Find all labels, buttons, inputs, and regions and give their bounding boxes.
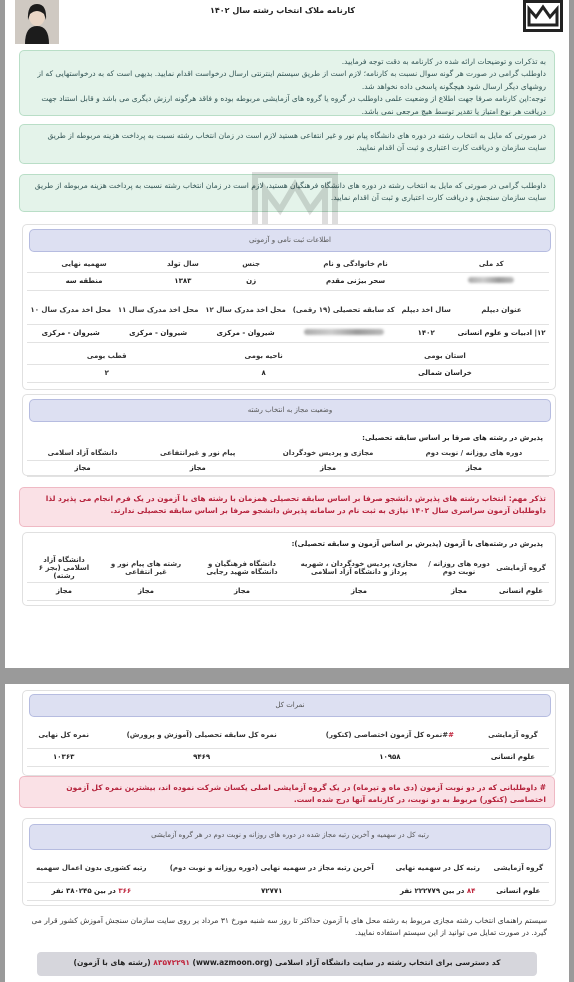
quota-rank-total: ۲۲۲۷۷۹ — [414, 887, 441, 895]
col-edu-code: کد سابقه تحصیلی (۱۹ رقمی) — [289, 296, 398, 324]
diploma-year-value: ۱۴۰۲ — [398, 324, 454, 342]
farhangian-notice-text: داوطلب گرامی در صورتی که مایل به انتخاب رشته در دوره های دانشگاه فرهنگیان هستید، لازم است در زمان انتخاب رشته نسبت به پرداخت هزینه مربوطه از طریق سایت سازمان سنجش و دریافت کارت اعتباری و ثبت آن اقدام نمایید. — [34, 181, 546, 203]
col-az-virtual: مجازی، پردیس خودگردان ، شهریه پرداز و دانشگاه آزاد اسلامی — [293, 554, 425, 582]
col-quota-rank: رتبه کل در سهمیه نهایی — [388, 854, 488, 882]
access-code-suffix: (رشته های با آزمون) — [73, 958, 154, 967]
col-konkur-score: ##نمره کل آزمون اختصاصی (کنکور) — [303, 722, 477, 748]
page-title: کارنامه ملاک انتخاب رشته سال ۱۴۰۲ — [210, 6, 355, 15]
last-allowed-rank-value: ۷۲۷۷۱ — [156, 882, 388, 900]
col-payam-noor: پیام نور و غیرانتفاعی — [138, 446, 257, 460]
scores-note — [19, 776, 555, 808]
final-quota-value: منطقه سه — [27, 272, 141, 290]
konkur-score-value: ۱۰۹۵۸ — [303, 748, 477, 766]
col-azad: دانشگاه آزاد اسلامی — [27, 446, 138, 460]
daily-value: مجاز — [399, 460, 549, 476]
az-group-value: علوم انسانی — [493, 582, 549, 600]
az-farhangian-value: مجاز — [191, 582, 293, 600]
national-rank-total: ۳۸۰۲۴۵ — [65, 887, 92, 895]
quota-rank-number: ۸۴ — [466, 887, 476, 895]
az-payam-noor-value: مجاز — [101, 582, 191, 600]
access-code-value: ۸۳۵۷۲۲۹۱ — [153, 958, 190, 967]
col-place-12: محل اخذ مدرک سال ۱۲ — [202, 296, 289, 324]
scores-note-text: # داوطلبانی که در دو نوبت آزمون (دی ماه و تیرماه) در یک گروه آزمایشی اصلی یکسان شرکت نموده اند، بیشترین نمره کل آزمون اختصاصی (کنکور) مربوط به دو نوبت، در کارنامه آنها درج شده است. — [66, 783, 546, 805]
region-table — [27, 348, 549, 383]
rank-header: رتبه کل در سهمیه و آخرین رتبه مجاز شده در دوره های روزانه و نوبت دوم در هر گروه آزمایشی — [29, 824, 551, 850]
place-10-value: شیروان - مرکزی — [27, 324, 114, 342]
sabeghe-table — [27, 446, 549, 477]
col-place-11: محل اخذ مدرک سال ۱۱ — [114, 296, 201, 324]
quota-rank-unit: نفر — [400, 887, 415, 895]
col-az-payam-noor: رشته های پیام نور و غیر انتفاعی — [101, 554, 191, 582]
pole-value: ۲ — [27, 364, 186, 382]
province-value: خراسان شمالی — [341, 364, 549, 382]
azad-value: مجاز — [27, 460, 138, 476]
intro-line-2: داوطلب گرامی در صورت هر گونه سوال نسبت به کارنامه؛ لازم است از طریق سیستم اینترنتی ارسال درخواست اقدام نمایید. بدیهی است که به درخواستهایی که از روشهای دیگر ارسال شود هیچگونه پاسخی داده نخواهد شد. — [37, 69, 546, 91]
birth-year-value: ۱۳۸۳ — [141, 272, 225, 290]
report-card-page-2 — [5, 684, 569, 982]
payam-noor-notice — [19, 124, 555, 164]
national-rank-sep: در بین — [91, 887, 119, 895]
col-national-rank: رتبه کشوری بدون اعمال سهمیه — [27, 854, 156, 882]
rank-table — [27, 854, 549, 901]
diploma-title-value: ۱۲| ادبیات و علوم انسانی — [454, 324, 549, 342]
important-note — [19, 487, 555, 527]
az-daily-value: مجاز — [425, 582, 493, 600]
az-virtual-value: مجاز — [293, 582, 425, 600]
important-note-text: تذکر مهم: انتخاب رشته های پذیرش دانشجو صرفا بر اساس سابقه تحصیلی همزمان با رشته های با آزمون در یک فرم انجام می پذیرد لذا داوطلبان آزمون سراسری سال ۱۴۰۲ نیازی به ثبت نام در سامانه پذیرش دانشجو صرفا بر اساس سابقه تحصیلی ندارند. — [45, 494, 546, 516]
scores-header: نمرات کل — [29, 694, 551, 717]
azmoon-table — [27, 554, 549, 601]
rank-group-value: علوم انسانی — [488, 882, 549, 900]
district-value: ۸ — [186, 364, 341, 382]
col-gender: جنس — [225, 256, 278, 272]
col-group: گروه آزمایشی — [493, 554, 549, 582]
place-12-value: شیروان - مرکزی — [202, 324, 289, 342]
sabeghe-label: پذیرش در رشته های صرفا بر اساس سابقه تحصیلی: — [362, 434, 543, 442]
col-daily: دوره های روزانه / نوبت دوم — [399, 446, 549, 460]
col-diploma-year: سال اخذ دیپلم — [398, 296, 454, 324]
quota-rank-value — [388, 882, 488, 900]
education-table — [27, 296, 549, 343]
col-birth-year: سال تولد — [141, 256, 225, 272]
intro-line-1: به تذکرات و توضیحات ارائه شده در کارنامه به دقت توجه فرمایید. — [341, 57, 546, 66]
col-az-azad: دانشگاه آزاد اسلامی (بجز ۶ رشته) — [27, 554, 101, 582]
edu-score-value: ۹۴۶۹ — [100, 748, 302, 766]
intro-notice — [19, 50, 555, 116]
col-az-farhangian: دانشگاه فرهنگیان و دانشگاه شهید رجایی — [191, 554, 293, 582]
student-photo — [15, 0, 59, 44]
payam-noor-value: مجاز — [138, 460, 257, 476]
col-national-code: کد ملی — [434, 256, 549, 272]
col-rank-group: گروه آزمایشی — [488, 854, 549, 882]
intro-line-3: توجه:این کارنامه صرفا جهت اطلاع از وضعیت علمی داوطلب در گروه یا گروه های آزمایشی مربوطه بوده و فاقد هرگونه ارزش دیگری می باشد و قابل استناد جهت دریافت هر نوع امتیاز یا تقدیر توسط هیچ مرجعی نمی باشد. — [41, 94, 546, 116]
national-rank-number: ۳۶۶ — [118, 887, 132, 895]
col-district: ناحیه بومی — [186, 348, 341, 364]
sanjesh-logo — [523, 0, 563, 32]
col-full-name: نام خانوادگی و نام — [278, 256, 434, 272]
col-score-group: گروه آزمایشی — [477, 722, 549, 748]
azad-access-code — [37, 952, 537, 976]
col-final-score: نمره کل نهایی — [27, 722, 100, 748]
konkur-score-header-text: #نمره کل آزمون اختصاصی (کنکور) — [325, 730, 449, 739]
col-pole: قطب بومی — [27, 348, 186, 364]
score-group-value: علوم انسانی — [477, 748, 549, 766]
az-azad-value: مجاز — [27, 582, 101, 600]
col-az-daily: دوره های روزانه / نوبت دوم — [425, 554, 493, 582]
col-edu-score: نمره کل سابقه تحصیلی (آموزش و پرورش) — [100, 722, 302, 748]
report-card-page-1 — [5, 0, 569, 668]
identity-table — [27, 256, 549, 291]
col-province: استان بومی — [341, 348, 549, 364]
national-rank-unit: نفر — [51, 887, 66, 895]
national-code-value — [434, 272, 549, 290]
national-rank-value — [27, 882, 156, 900]
full-name-value: سحر بیژنی مقدم — [278, 272, 434, 290]
final-score-value: ۱۰۳۶۳ — [27, 748, 100, 766]
eligibility-header: وضعیت مجاز به انتخاب رشته — [29, 399, 551, 422]
col-final-quota: سهمیه نهایی — [27, 256, 141, 272]
virtual-value: مجاز — [257, 460, 399, 476]
payam-noor-notice-text: در صورتی که مایل به انتخاب رشته در دوره های دانشگاه پیام نور و غیر انتفاعی هستید لازم است در زمان انتخاب رشته نسبت به پرداخت هزینه مربوطه از طریق سایت سازمان و دریافت کارت اعتباری و ثبت آن اقدام نمایید. — [47, 131, 546, 153]
guide-text: سیستم راهنمای انتخاب رشته مجازی مربوط به رشته محل های با آزمون حداکثر تا روز سه شنبه مورخ ۳۱ مرداد بر روی سایت سازمان سنجش آموزش کشور قرار می گیرد. در صورت تمایل می توانید از این سیستم استفاده نمایید. — [31, 916, 547, 938]
edu-code-value — [289, 324, 398, 342]
place-11-value: شیروان - مرکزی — [114, 324, 201, 342]
azmoon-label: پذیرش در رشته‌های با آزمون (پذیرش بر اساس آزمون و سابقه تحصیلی): — [291, 540, 543, 548]
col-virtual: مجازی و پردیس خودگردان — [257, 446, 399, 460]
gender-value: زن — [225, 272, 278, 290]
access-code-label: کد دسترسی برای انتخاب رشته در سایت دانشگاه آزاد اسلامی (www.azmoon.org) — [189, 958, 501, 967]
col-last-allowed-rank: آخرین رتبه مجاز در سهمیه نهایی (دوره روزانه و نوبت دوم) — [156, 854, 388, 882]
identity-header: اطلاعات ثبت نامی و آزمونی — [29, 229, 551, 252]
scores-table — [27, 722, 549, 767]
quota-rank-sep: در بین — [440, 887, 467, 895]
guide-text-box — [19, 910, 555, 946]
col-diploma-title: عنوان دیپلم — [454, 296, 549, 324]
col-place-10: محل اخذ مدرک سال ۱۰ — [27, 296, 114, 324]
